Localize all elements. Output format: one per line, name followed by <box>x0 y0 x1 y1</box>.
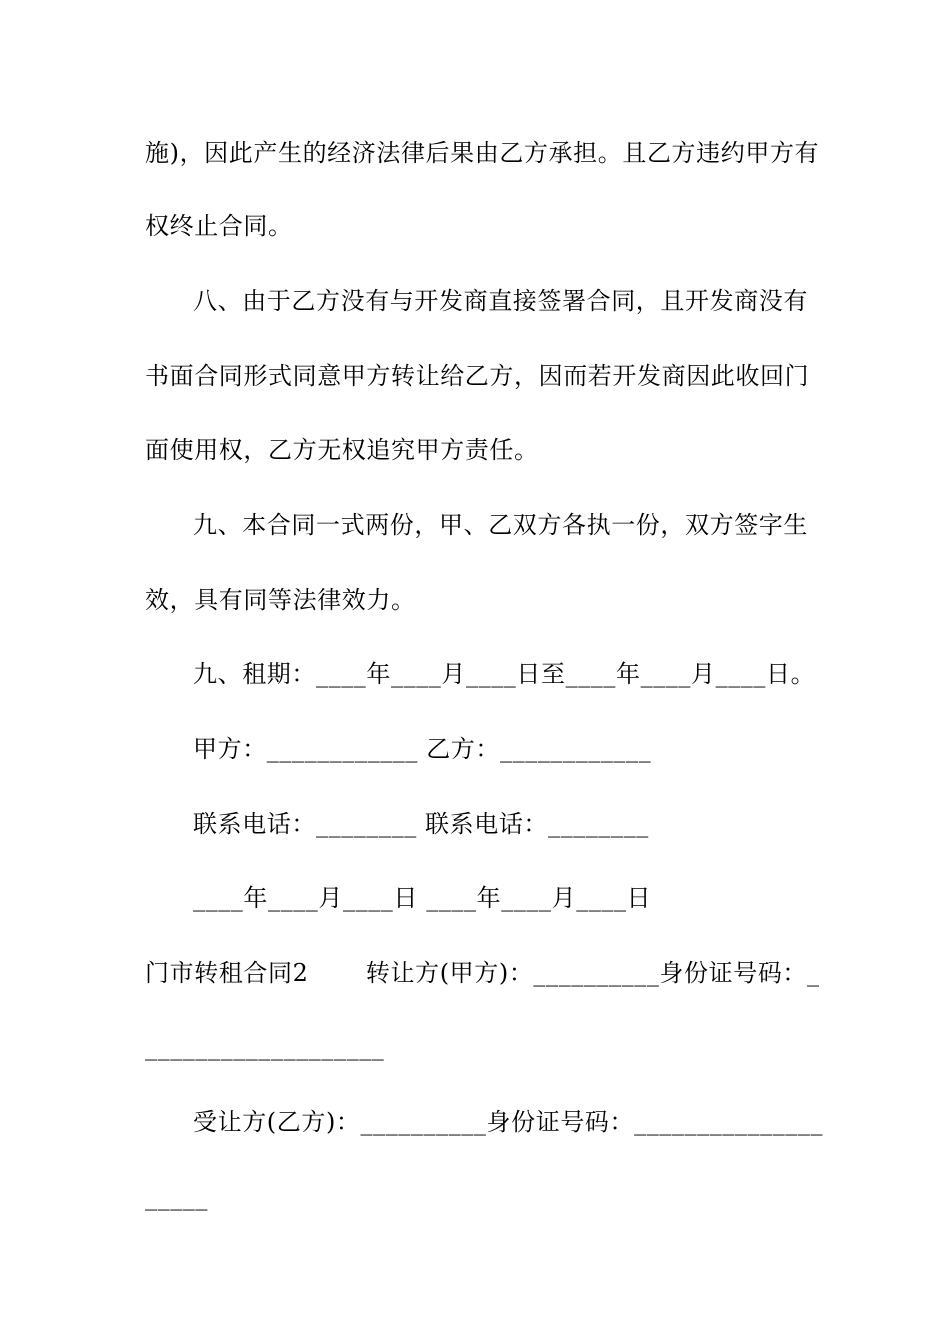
contact-phone-line: 联系电话：________ 联系电话：________ <box>193 810 649 838</box>
blank-continuation-line: ___________________ <box>145 1033 385 1061</box>
blank-continuation-line: _____ <box>145 1183 208 1211</box>
paragraph-line: 九、本合同一式两份，甲、乙双方各执一份，双方签字生 <box>193 511 808 539</box>
paragraph-line: 权终止合同。 <box>145 212 293 240</box>
paragraph-line: 面使用权，乙方无权追究甲方责任。 <box>145 436 539 464</box>
lease-term-line: 九、租期：____年____月____日至____年____月____日。 <box>193 660 816 688</box>
contract-title-line: 门市转租合同2 转让方(甲方)：__________身份证号码：_ <box>145 959 820 987</box>
transferee-line: 受让方(乙方)：__________身份证号码：_______________ <box>193 1108 824 1136</box>
party-signature-line: 甲方：____________ 乙方：____________ <box>193 735 652 763</box>
paragraph-line: 书面合同形式同意甲方转让给乙方，因而若开发商因此收回门 <box>145 362 810 390</box>
paragraph-line: 效，具有同等法律效力。 <box>145 586 416 614</box>
date-line: ____年____月____日 ____年____月____日 <box>193 884 652 912</box>
paragraph-line: 施)，因此产生的经济法律后果由乙方承担。且乙方违约甲方有 <box>145 139 820 167</box>
paragraph-line: 八、由于乙方没有与开发商直接签署合同，且开发商没有 <box>193 287 808 315</box>
